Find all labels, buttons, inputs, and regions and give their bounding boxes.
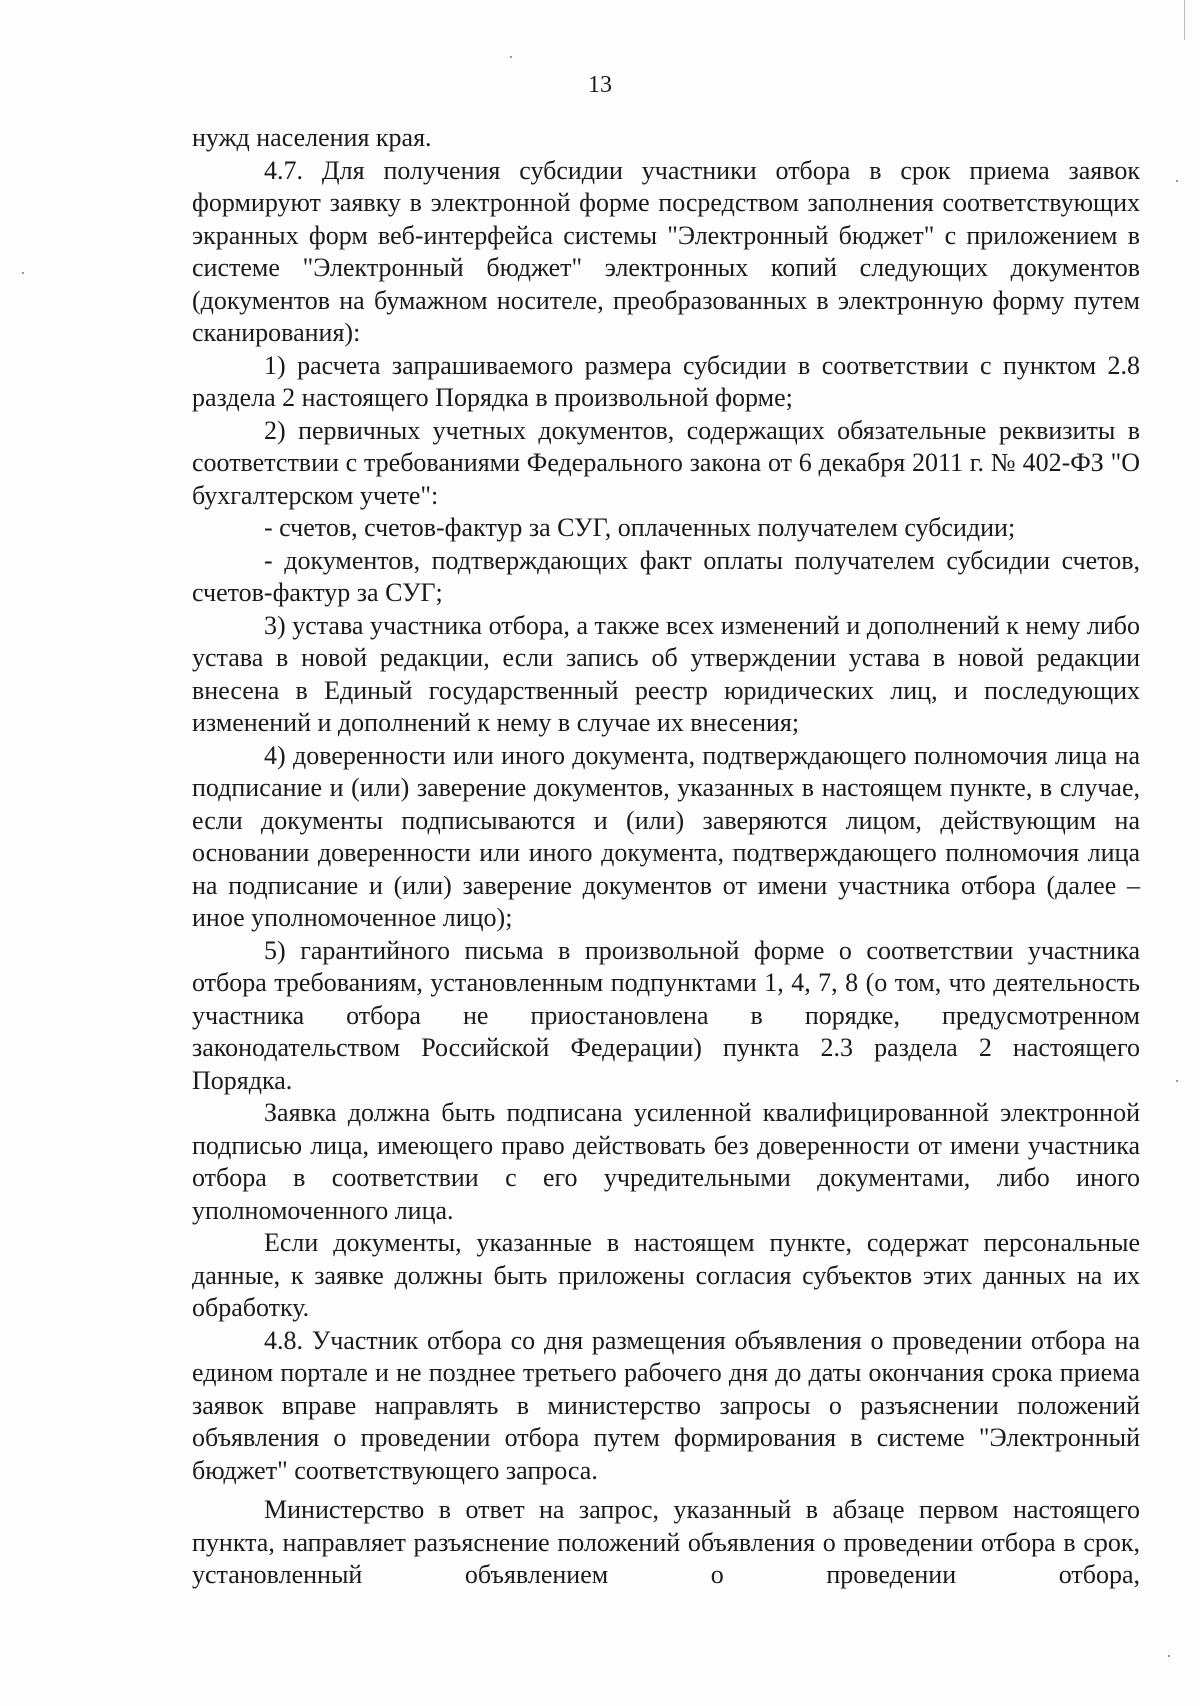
page-number: 13 [588, 72, 612, 98]
paragraph-personal-data: Если документы, указанные в настоящем пункте, содержат персональные данные, к заявке должны быть приложены согласия субъектов этих данных на их обработку. [192, 1228, 1140, 1322]
paragraph-item-3: 3) устава участника отбора, а также всех изменений и дополнений к нему либо устава в новой редакции, если запись об утверждении устава в новой редакции внесена в Единый государственный реестр юридических лиц, и последующих изменений и дополнений к нему в случае их внесения; [192, 610, 1140, 737]
scan-speck [510, 56, 512, 58]
document-body [192, 122, 1140, 1592]
paragraph-item-2: 2) первичных учетных документов, содержащих обязательные реквизиты в соответствии с требованиями Федерального закона от 6 декабря 2011 г. № 402-ФЗ "О бухгалтерском учете": [192, 415, 1140, 510]
scan-speck [1176, 1080, 1178, 1082]
paragraph-dash-payment-docs: - документов, подтверждающих факт оплаты получателем субсидии счетов, счетов-фактур за СУГ; [192, 545, 1140, 607]
paragraph-continuation: нужд населения края. [192, 123, 432, 152]
paragraph-4-8: 4.8. Участник отбора со дня размещения объявления о проведении отбора на едином портале и не позднее третьего рабочего дня до даты окончания срока приема заявок вправе направлять в министерство запросы о разъяснении положений объявления о проведении отбора путем формирования в системе "Электронный бюджет" соответствующего запроса. [192, 1325, 1140, 1485]
paragraph-item-4: 4) доверенности или иного документа, подтверждающего полномочия лица на подписание и (или) заверение документов, указанных в настоящем пункте, в случае, если документы подписываются и (или) заверяются лицом, действующим на основании доверенности или иного документа, подтверждающего полномочия лица на подписание и (или) заверение документов от имени участника отбора (далее – иное уполномоченное лицо); [192, 740, 1140, 932]
scan-speck [1168, 1655, 1170, 1657]
paragraph-item-5: 5) гарантийного письма в произвольной форме о соответствии участника отбора требованиям, установленным подпунктами 1, 4, 7, 8 (о том, что деятельность участника отбора не приостановлена в порядке, предусмотренном законодательством Российской Федерации) пункта 2.3 раздела 2 настоящего Порядка. [192, 935, 1140, 1095]
scan-speck [1176, 180, 1178, 182]
paragraph-ministry-response: Министерство в ответ на запрос, указанный в абзаце первом настоящего пункта, направляет разъяснение положений объявления о проведении отбора в срок, установленный объявлением о проведении отбора, [192, 1495, 1140, 1589]
paragraph-4-7: 4.7. Для получения субсидии участники отбора в срок приема заявок формируют заявку в электронной форме посредством заполнения соответствующих экранных форм веб-интерфейса системы "Электронный бюджет" с приложением в системе "Электронный бюджет" электронных копий следующих документов (документов на бумажном носителе, преобразованных в электронную форму путем сканирования): [192, 155, 1140, 347]
scan-speck [22, 272, 24, 274]
paragraph-item-1: 1) расчета запрашиваемого размера субсидии в соответствии с пунктом 2.8 раздела 2 настоящего Порядка в произвольной форме; [192, 350, 1140, 412]
paragraph-signature-requirement: Заявка должна быть подписана усиленной квалифицированной электронной подписью лица, имеющего право действовать без доверенности от имени участника отбора в соответствии с его учредительными документами, либо иного уполномоченного лица. [192, 1098, 1140, 1225]
scan-edge-mark [1184, 0, 1185, 40]
paragraph-dash-invoices: - счетов, счетов-фактур за СУГ, оплаченных получателем субсидии; [264, 513, 1016, 542]
